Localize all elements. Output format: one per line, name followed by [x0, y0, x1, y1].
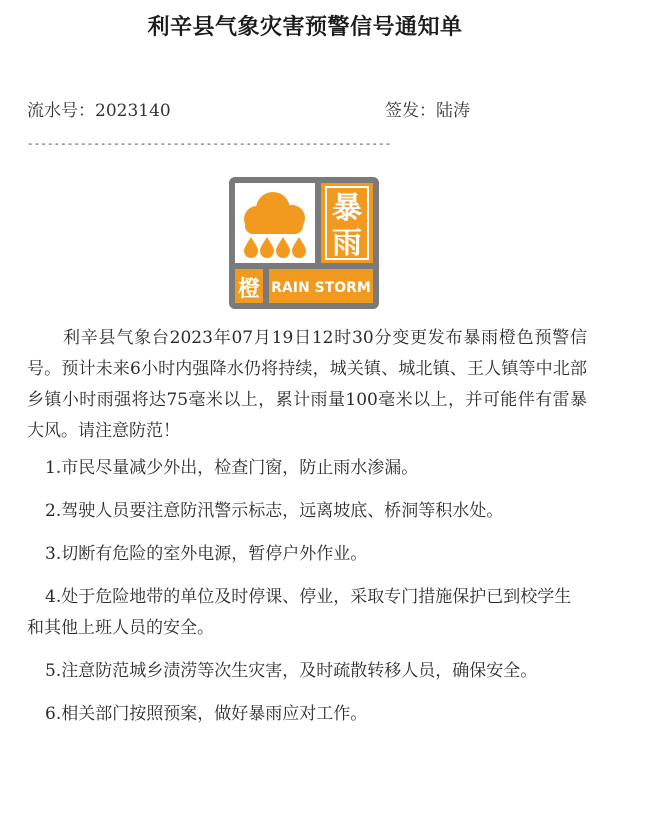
- caption-rain-storm: RAIN STORM: [271, 280, 371, 296]
- glyph-bao: 暴: [332, 191, 362, 226]
- warning-icon-graphic: [229, 177, 379, 309]
- advice-item-3: 3.切断有危险的室外电源，暂停户外作业。: [45, 544, 368, 564]
- meta-line: [27, 96, 587, 120]
- issuer: 签发：陆涛: [385, 101, 470, 121]
- dashed-divider: -------------------------------------------------------: [27, 138, 392, 150]
- notice-body: [27, 323, 587, 742]
- advice-item-4: 4.处于危险地带的单位及时停课、停业，采取专门措施保护已到校学生和其他上班人员的安全。: [27, 587, 572, 638]
- advice-list: [27, 453, 587, 730]
- rain-storm-orange-warning-icon: [229, 177, 379, 309]
- advice-item-6: 6.相关部门按照预案，做好暴雨应对工作。: [45, 704, 368, 724]
- level-glyph: 橙: [237, 277, 261, 302]
- serial-number: 流水号：2023140: [27, 101, 171, 121]
- document-title: 利辛县气象灾害预警信号通知单: [147, 14, 463, 40]
- advice-item-1: 1.市民尽量减少外出，检查门窗，防止雨水渗漏。: [45, 458, 419, 478]
- advice-item-5: 5.注意防范城乡渍涝等次生灾害，及时疏散转移人员，确保安全。: [45, 661, 538, 681]
- advice-item-2: 2.驾驶人员要注意防汛警示标志，远离坡底、桥洞等积水处。: [45, 501, 504, 521]
- notice-paragraph: 利辛县气象台2023年07月19日12时30分变更发布暴雨橙色预警信号。预计未来6小时内强降水仍将持续，城关镇、城北镇、王人镇等中北部乡镇小时雨强将达75毫米以上，累计雨量100毫米以上，并可能伴有雷暴大风。请注意防范！: [27, 328, 587, 441]
- glyph-yu: 雨: [332, 226, 362, 261]
